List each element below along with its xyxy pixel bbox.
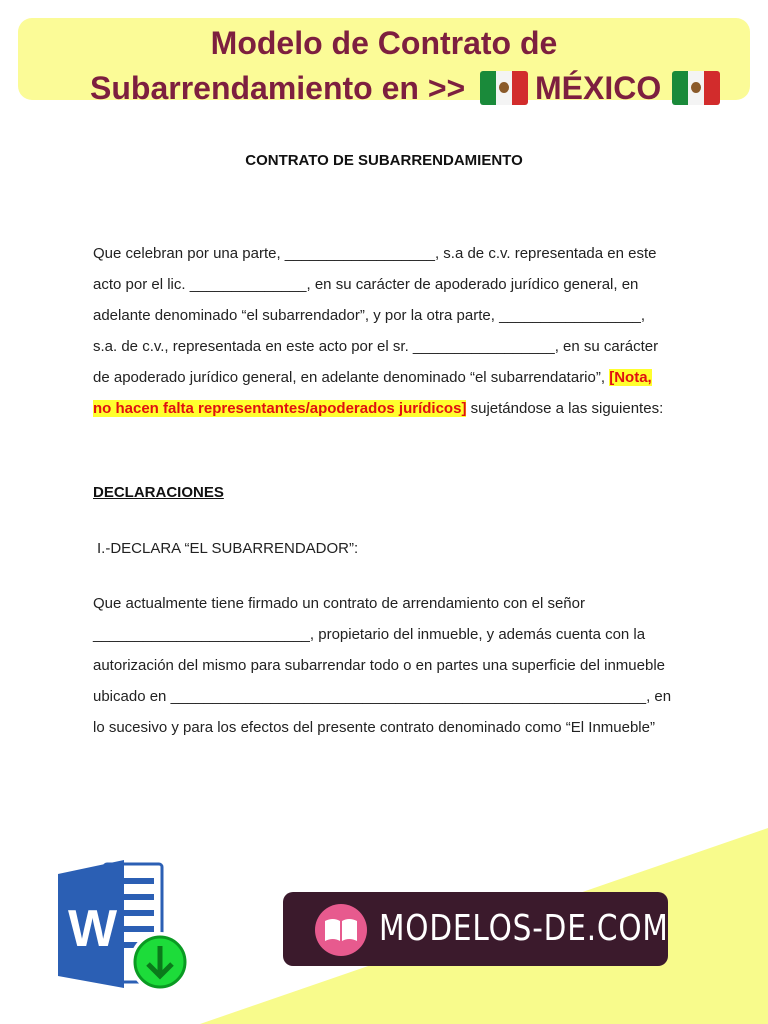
page-title-line-2 bbox=[90, 66, 726, 107]
word-download-icon[interactable] bbox=[58, 858, 194, 998]
mexico-flag-icon bbox=[480, 71, 528, 105]
paragraph-declaration: Que actualmente tiene firmado un contrato de arrendamiento con el señor __________________________, propietario del inmueble, y además cuenta con la autorización del mismo para subarrendar todo o en partes una superficie del inmueble ubicado en _________________________________________________________, en lo sucesivo y para los efectos del presente contrato denominado como “El Inmueble” bbox=[93, 595, 672, 736]
page-title-line-1: Modelo de Contrato de bbox=[210, 25, 558, 61]
brand-text: MODELOS-DE.COM bbox=[379, 908, 669, 949]
page-title-country: MÉXICO bbox=[535, 69, 662, 106]
paragraph-text: Que celebran por una parte, __________________, s.a de c.v. representada en este acto por el lic. ______________, en su carácter de apoderado jurídico general, en adelante denominado “el subarrendador”, y por la otra parte, _________________, s.a. de c.v., representada en este acto por el sr. _________________, en su carácter de apoderado jurídico general, en adelante denominado “el subarrendatario”, bbox=[93, 245, 659, 386]
paragraph-parties bbox=[93, 238, 673, 424]
svg-text:W: W bbox=[68, 900, 118, 958]
paragraph-text: sujetándose a las siguientes: bbox=[470, 400, 664, 417]
note-highlight: [Nota, no hacen falta representantes/apoderados jurídicos] bbox=[93, 369, 652, 417]
mexico-flag-icon bbox=[672, 71, 720, 105]
document-title: CONTRATO DE SUBARRENDAMIENTO bbox=[245, 152, 523, 169]
declaration-heading: I.-DECLARA “EL SUBARRENDADOR”: bbox=[97, 540, 359, 557]
brand-logo[interactable] bbox=[283, 892, 668, 966]
book-icon bbox=[315, 904, 367, 956]
section-heading: DECLARACIONES bbox=[93, 484, 224, 501]
page-title-text: Subarrendamiento en >> bbox=[90, 69, 466, 106]
